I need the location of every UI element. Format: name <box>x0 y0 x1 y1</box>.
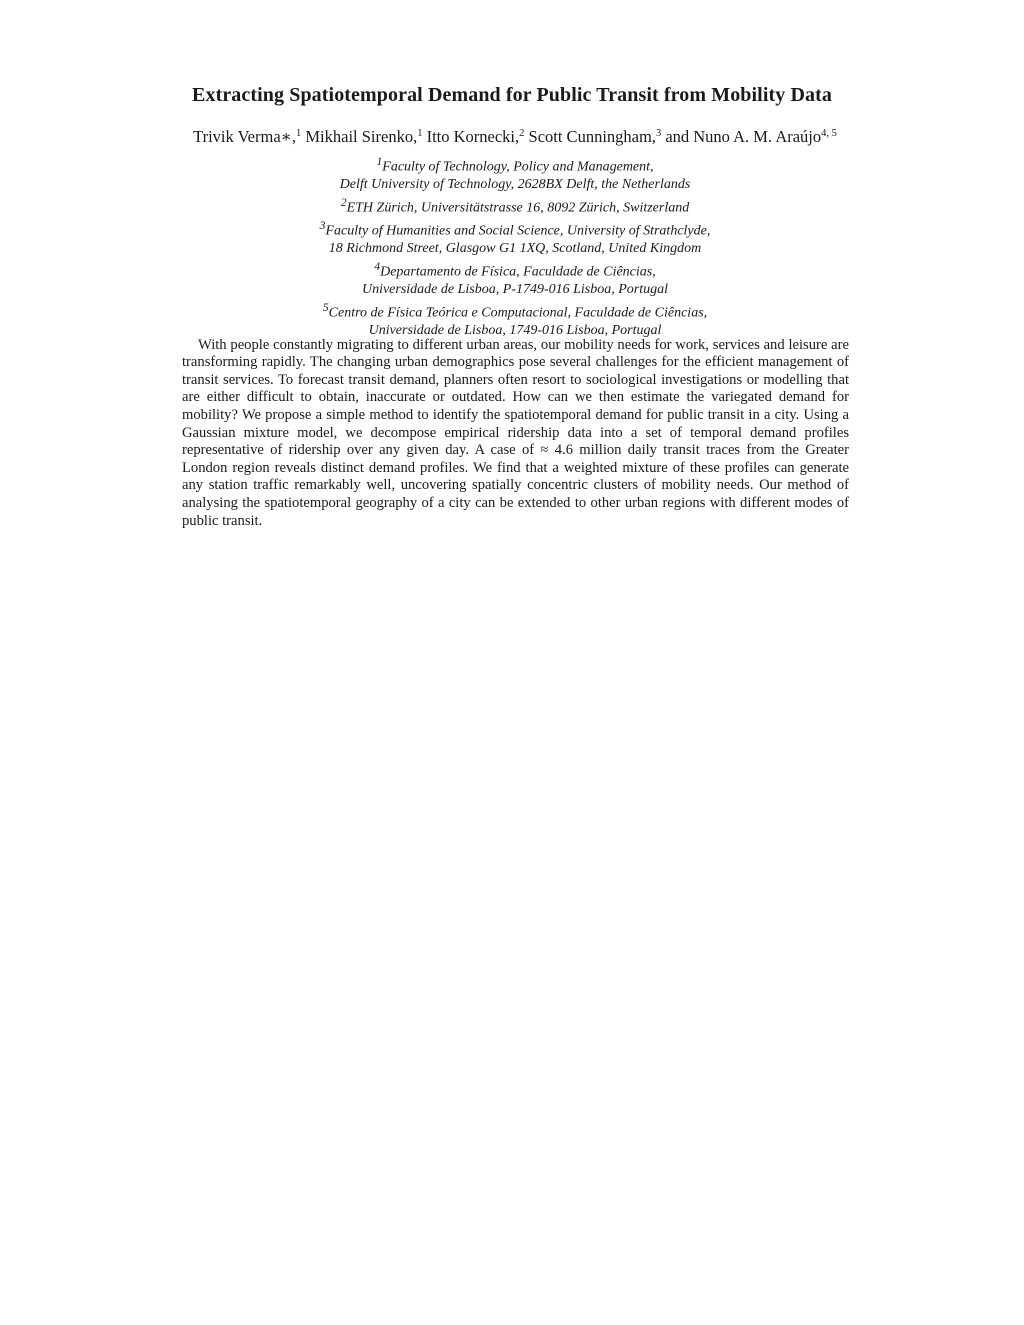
author-4 <box>529 127 662 146</box>
author-3 <box>427 127 525 146</box>
author-list <box>0 127 1024 147</box>
affiliation-line <box>0 153 1024 176</box>
affiliation-line <box>0 258 1024 281</box>
affiliation-line <box>0 176 1024 194</box>
author-name: Scott Cunningham, <box>528 127 656 146</box>
affiliation-sup: 5 <box>322 300 329 314</box>
affiliation-sup: 3 <box>319 219 326 233</box>
author-5 <box>665 127 837 146</box>
affiliation-text: 18 Richmond Street, Glasgow G1 1XQ, Scotland, United Kingdom <box>328 241 702 257</box>
author-affiliation-sup: 3 <box>655 128 662 139</box>
author-name: Trivik Verma <box>193 127 281 146</box>
affiliation-line <box>0 217 1024 240</box>
affiliation-text: Faculty of Technology, Policy and Management, <box>382 159 654 175</box>
affiliation-line <box>0 240 1024 258</box>
author-name: Itto Kornecki, <box>426 127 520 146</box>
author-name: Mikhail Sirenko, <box>305 127 418 146</box>
affiliation-text: Delft University of Technology, 2628BX Delft, the Netherlands <box>339 177 691 193</box>
author-mark: ∗, <box>280 127 296 146</box>
author-1 <box>193 127 301 146</box>
affiliation-line <box>0 194 1024 217</box>
author-affiliation-sup: 2 <box>519 128 525 139</box>
affiliation-text: Departamento de Física, Faculdade de Ciências, <box>380 264 656 280</box>
author-affiliation-sup: 4, 5 <box>821 128 837 139</box>
affiliation-text: Centro de Física Teórica e Computacional, Faculdade de Ciências, <box>328 305 708 321</box>
author-2 <box>305 127 422 146</box>
affiliation-text: Universidade de Lisboa, 1749-016 Lisboa, Portugal <box>368 323 662 339</box>
author-name: and Nuno A. M. Araújo <box>665 127 822 146</box>
affiliation-text: Universidade de Lisboa, P-1749-016 Lisboa, Portugal <box>361 282 669 298</box>
affiliation-line <box>0 299 1024 322</box>
affiliation-sup: 1 <box>376 155 383 168</box>
affiliation-sup: 2 <box>340 195 347 209</box>
abstract: With people constantly migrating to different urban areas, our mobility needs for work, services and leisure are transforming rapidly. The changing urban demographics pose several challenges for the efficient management of transit services. To forecast transit demand, planners often resort to sociological investigations or modelling that are either difficult to obtain, inaccurate or outdated. How can we then estimate the variegated demand for mobility? We propose a simple method to identify the spatiotemporal demand for public transit in a city. Using a Gaussian mixture model, we decompose empirical ridership data into a set of temporal demand profiles representative of ridership over any given day. A case of ≈ 4.6 million daily transit traces from the Greater London region reveals distinct demand profiles. We find that a weighted mixture of these profiles can generate any station traffic remarkably well, uncovering spatially concentric clusters of mobility needs. Our method of analysing the spatiotemporal geography of a city can be extended to other urban regions with different modes of public transit. <box>182 336 849 529</box>
paper-title: Extracting Spatiotemporal Demand for Public Transit from Mobility Data <box>192 84 832 106</box>
affiliation-sup: 4 <box>374 259 381 273</box>
affiliation-line <box>0 281 1024 299</box>
author-affiliation-sup: 1 <box>296 128 302 139</box>
affiliation-list <box>0 153 1024 340</box>
author-affiliation-sup: 1 <box>417 128 423 139</box>
affiliation-text: Faculty of Humanities and Social Science, University of Strathclyde, <box>325 223 711 239</box>
affiliation-text: ETH Zürich, Universitätstrasse 16, 8092 Zürich, Switzerland <box>346 200 690 216</box>
